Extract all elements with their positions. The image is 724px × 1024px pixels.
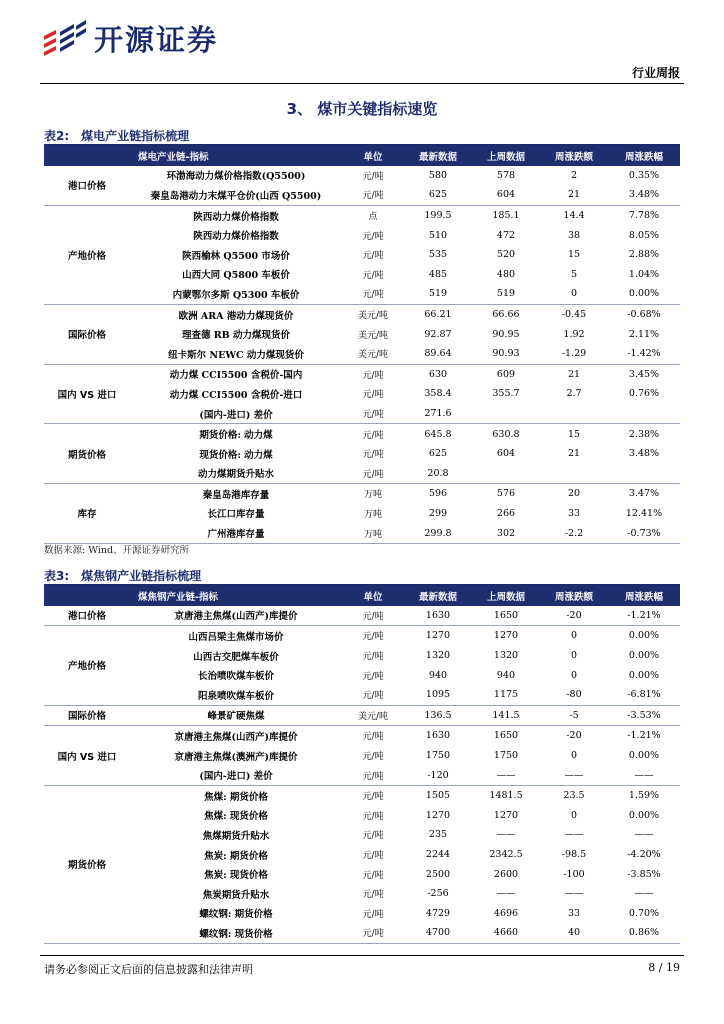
weekly-change-pct: —— [634, 829, 654, 841]
prev-week-value: —— [496, 888, 516, 900]
unit-cell: 元/吨 [342, 923, 404, 943]
column-header: 上周数据 [472, 146, 540, 166]
weekly-change [540, 404, 608, 424]
table-row [44, 166, 680, 186]
indicator-name: 山西古交肥煤车板价 [193, 651, 279, 663]
table-row [44, 626, 680, 646]
table2-caption [44, 127, 189, 144]
unit-cell: 元/吨 [362, 430, 384, 441]
table-row [44, 205, 680, 225]
category-cell: 产地价格 [44, 205, 130, 304]
unit-cell: 元/吨 [362, 811, 384, 822]
category-cell: 国际价格 [44, 705, 130, 726]
table-row [44, 404, 680, 424]
indicator-name: 秦皇岛港动力末煤平仓价(山西 Q5500) [130, 185, 342, 205]
weekly-change: -98.5 [561, 849, 587, 861]
unit-cell: 元/吨 [342, 765, 404, 785]
table-header-row [44, 586, 680, 606]
unit-cell: 元/吨 [362, 851, 384, 862]
unit-cell: 元/吨 [362, 671, 384, 682]
latest-value: 2244 [425, 849, 451, 861]
indicator-name: 欧洲 ARA 港动力煤现货价 [178, 310, 294, 322]
unit-cell: 元/吨 [362, 890, 384, 901]
unit-cell: 元/吨 [342, 404, 404, 424]
coal-coke-steel-table [44, 586, 680, 944]
unit-cell: 万吨 [342, 523, 404, 543]
weekly-change: 15 [567, 249, 581, 261]
indicator-name: 山西吕梁主焦煤市场价 [188, 631, 284, 643]
indicator-name: 山西大同 Q5800 车板价 [182, 270, 290, 282]
weekly-change-pct: —— [608, 765, 680, 785]
column-header: 煤焦钢产业链-指标 [130, 586, 342, 606]
latest-value: 1320 [425, 650, 451, 662]
column-header: 最新数据 [404, 586, 472, 606]
unit-cell: 元/吨 [362, 909, 384, 920]
latest-value: 4729 [425, 907, 451, 919]
weekly-change-pct: 0.76% [628, 388, 660, 400]
indicator-name: 螺纹钢: 期货价格 [199, 909, 273, 921]
latest-value: 625 [404, 185, 472, 205]
weekly-change: -0.45 [561, 309, 587, 321]
prev-week-value: 1270 [493, 809, 519, 821]
category-cell: 国内 VS 进口 [44, 364, 130, 424]
prev-week-value: 90.93 [472, 344, 540, 364]
table-row [44, 324, 680, 344]
table2-title: 煤电产业链指标梳理 [81, 129, 190, 143]
weekly-change-pct: -0.68% [627, 309, 661, 321]
weekly-change: 33 [567, 907, 581, 919]
table-row [44, 364, 680, 384]
unit-cell: 元/吨 [342, 685, 404, 705]
weekly-change-pct: 12.41% [625, 507, 663, 519]
prev-week-value: 1750 [493, 750, 519, 762]
prev-week-value: 1320 [493, 650, 519, 662]
column-header: 周涨跌幅 [608, 146, 680, 166]
weekly-change-pct: —— [634, 888, 654, 900]
indicator-name: 期货价格: 动力煤 [199, 430, 273, 442]
weekly-change: 38 [567, 229, 581, 241]
table-row [44, 444, 680, 464]
prev-week-value: 1270 [493, 630, 519, 642]
weekly-change: 23.5 [563, 790, 585, 802]
weekly-change-pct: 3.48% [608, 185, 680, 205]
weekly-change-pct: -4.20% [627, 849, 661, 861]
legal-disclaimer: 请务必参阅正文后面的信息披露和法律声明 [44, 963, 253, 976]
table-row [44, 523, 680, 543]
weekly-change: 15 [567, 428, 581, 440]
indicator-name: 纽卡斯尔 NEWC 动力煤现货价 [130, 344, 342, 364]
table-row [44, 245, 680, 265]
latest-value: 20.8 [404, 464, 472, 484]
unit-cell: 元/吨 [362, 792, 384, 803]
weekly-change-pct: 0.00% [628, 650, 660, 662]
weekly-change: -20 [540, 606, 608, 626]
table3-title: 煤焦钢产业链指标梳理 [81, 569, 202, 583]
weekly-change: —— [564, 829, 584, 841]
table3-number: 表3: [44, 569, 70, 583]
indicator-name: 长江口库存量 [207, 509, 265, 521]
latest-value: 1270 [425, 809, 451, 821]
latest-value: 136.5 [404, 705, 472, 726]
unit-cell: 万吨 [363, 490, 382, 501]
table-row [44, 646, 680, 666]
prev-week-value: 1650 [493, 730, 519, 742]
column-header: 最新数据 [404, 146, 472, 166]
latest-value: 1630 [425, 730, 451, 742]
weekly-change: 1.92 [563, 328, 585, 340]
unit-cell: 美元/吨 [357, 330, 389, 341]
indicator-name: 京唐港主焦煤(山西产)库提价 [174, 731, 298, 743]
brand-logo [40, 18, 218, 58]
unit-cell: 元/吨 [342, 284, 404, 304]
weekly-change-pct: -1.42% [608, 344, 680, 364]
unit-cell: 元/吨 [362, 831, 384, 842]
prev-week-value: 940 [496, 669, 516, 681]
weekly-change-pct: 7.78% [628, 210, 660, 222]
document-type: 行业周报 [631, 66, 680, 80]
latest-value: 199.5 [424, 210, 452, 222]
column-header: 煤电产业链-指标 [130, 146, 342, 166]
latest-value: 625 [428, 448, 448, 460]
table-header-row [44, 146, 680, 166]
weekly-change: -20 [566, 730, 582, 742]
weekly-change-pct: -3.53% [608, 705, 680, 726]
latest-value: 92.87 [424, 328, 452, 340]
table-row [44, 606, 680, 626]
indicator-name: 长治喷吹煤车板价 [197, 671, 274, 683]
prev-week-value: 519 [472, 284, 540, 304]
weekly-change: -2.2 [540, 523, 608, 543]
unit-cell: 元/吨 [362, 270, 384, 281]
weekly-change: 33 [567, 507, 581, 519]
latest-value: 4700 [404, 923, 472, 943]
latest-value: 645.8 [424, 428, 452, 440]
table-row [44, 424, 680, 444]
indicator-name: 环渤海动力煤价格指数(Q5500) [166, 171, 306, 183]
prev-week-value [472, 464, 540, 484]
page-number: 8 / 19 [648, 961, 680, 974]
table-row [44, 665, 680, 685]
latest-value: 66.21 [424, 309, 452, 321]
weekly-change: 14.4 [563, 210, 585, 222]
table-row [44, 384, 680, 404]
weekly-change [540, 464, 608, 484]
category-cell: 库存 [44, 484, 130, 544]
header-divider [40, 83, 684, 84]
prev-week-value: 1175 [472, 685, 540, 705]
latest-value: 1270 [425, 630, 451, 642]
table-row [44, 185, 680, 205]
logo-mark-icon [40, 18, 88, 58]
weekly-change-pct: 2.11% [628, 328, 660, 340]
prev-week-value: 609 [496, 368, 516, 380]
column-header: 周涨跌额 [540, 586, 608, 606]
unit-cell: 元/吨 [362, 251, 384, 262]
table-row [44, 225, 680, 245]
prev-week-value: 302 [472, 523, 540, 543]
indicator-name: 焦炭: 现货价格 [204, 870, 268, 882]
weekly-change: 2 [570, 169, 578, 181]
weekly-change-pct: 0.35% [628, 169, 660, 181]
unit-cell: 元/吨 [342, 464, 404, 484]
category-cell: 港口价格 [44, 166, 130, 206]
indicator-name: 焦煤: 现货价格 [204, 811, 268, 823]
unit-cell: 美元/吨 [342, 705, 404, 726]
weekly-change: 0 [570, 809, 578, 821]
prev-week-value: 185.1 [492, 210, 520, 222]
latest-value: 89.64 [404, 344, 472, 364]
latest-value: 235 [428, 829, 448, 841]
weekly-change: 5 [570, 268, 578, 280]
prev-week-value: 266 [496, 507, 516, 519]
indicator-name: 京唐港主焦煤(山西产)库提价 [130, 606, 342, 626]
weekly-change: 21 [540, 185, 608, 205]
weekly-change-pct: 0.00% [628, 750, 660, 762]
table-row [44, 705, 680, 726]
unit-cell: 美元/吨 [357, 311, 389, 322]
indicator-name: 动力煤 CCI5500 含税价-国内 [169, 370, 303, 382]
latest-value: 630 [428, 368, 448, 380]
prev-week-value: 604 [496, 448, 516, 460]
prev-week-value: 141.5 [472, 705, 540, 726]
latest-value: 299 [428, 507, 448, 519]
category-cell: 国内 VS 进口 [44, 726, 130, 786]
table-row [44, 765, 680, 785]
table-row [44, 284, 680, 304]
indicator-name: 理查德 RB 动力煤现货价 [181, 330, 291, 342]
indicator-name: 焦煤期货升贴水 [202, 830, 270, 842]
footer-divider [40, 955, 684, 956]
weekly-change-pct: 0.86% [608, 923, 680, 943]
latest-value: 580 [428, 169, 448, 181]
table-row [44, 726, 680, 746]
unit-cell: 元/吨 [362, 732, 384, 743]
prev-week-value: 578 [496, 169, 516, 181]
weekly-change: 0 [570, 750, 578, 762]
table-row [44, 806, 680, 826]
indicator-name: 动力煤期货升贴水 [130, 464, 342, 484]
weekly-change: 0 [540, 284, 608, 304]
category-cell: 国际价格 [44, 304, 130, 364]
weekly-change: 21 [567, 368, 581, 380]
weekly-change-pct: 2.38% [628, 428, 660, 440]
unit-cell: 元/吨 [362, 632, 384, 643]
column-header: 上周数据 [472, 586, 540, 606]
indicator-name: 陕西动力煤价格指数 [193, 231, 279, 243]
weekly-change: -5 [540, 705, 608, 726]
weekly-change: -1.29 [540, 344, 608, 364]
column-header: 周涨跌额 [540, 146, 608, 166]
weekly-change: —— [540, 765, 608, 785]
table-row [44, 884, 680, 904]
prev-week-value: 520 [496, 249, 516, 261]
unit-cell: 元/吨 [362, 171, 384, 182]
prev-week-value: 480 [496, 268, 516, 280]
weekly-change-pct: -1.21% [608, 606, 680, 626]
table-row [44, 746, 680, 766]
weekly-change-pct: -3.85% [627, 868, 661, 880]
section-title: 3、 煤市关键指标速览 [286, 100, 438, 118]
prev-week-value: —— [496, 829, 516, 841]
prev-week-value: 1481.5 [489, 790, 523, 802]
table-row [44, 904, 680, 924]
column-header: 单位 [342, 146, 404, 166]
latest-value: 940 [428, 669, 448, 681]
weekly-change-pct: 0.00% [628, 809, 660, 821]
unit-cell: 元/吨 [342, 185, 404, 205]
category-cell: 期货价格 [44, 424, 130, 484]
weekly-change-pct: -1.21% [627, 730, 661, 742]
weekly-change: -100 [563, 868, 585, 880]
unit-cell: 元/吨 [362, 752, 384, 763]
latest-value: 519 [404, 284, 472, 304]
unit-cell: 元/吨 [362, 390, 384, 401]
header-blank-cell [44, 146, 130, 166]
latest-value: -256 [427, 888, 449, 900]
prev-week-value: 1650 [472, 606, 540, 626]
table-row [44, 464, 680, 484]
weekly-change-pct: 8.05% [628, 229, 660, 241]
prev-week-value: 2600 [493, 868, 519, 880]
table-row [44, 825, 680, 845]
prev-week-value: 355.7 [492, 388, 520, 400]
table-row [44, 484, 680, 504]
prev-week-value: 630.8 [492, 428, 520, 440]
category-cell: 港口价格 [44, 606, 130, 626]
prev-week-value [472, 404, 540, 424]
indicator-name: 焦炭: 期货价格 [204, 850, 268, 862]
indicator-name: 阳泉喷吹煤车板价 [130, 685, 342, 705]
latest-value: 271.6 [404, 404, 472, 424]
weekly-change-pct: -0.73% [608, 523, 680, 543]
weekly-change-pct [608, 404, 680, 424]
table-row [44, 785, 680, 805]
weekly-change-pct: 1.59% [628, 790, 660, 802]
prev-week-value: 2342.5 [489, 849, 523, 861]
header-blank-cell [44, 586, 130, 606]
weekly-change-pct: 1.04% [628, 268, 660, 280]
column-header: 周涨跌幅 [608, 586, 680, 606]
weekly-change-pct: -6.81% [608, 685, 680, 705]
indicator-name: 京唐港主焦煤(澳洲产)库提价 [174, 751, 298, 763]
indicator-name: 动力煤 CCI5500 含税价-进口 [169, 389, 303, 401]
table-row [44, 864, 680, 884]
weekly-change: 20 [567, 488, 581, 500]
latest-value: 358.4 [424, 388, 452, 400]
unit-cell: 元/吨 [362, 450, 384, 461]
indicator-name: 峰景矿硬焦煤 [130, 705, 342, 726]
table-row [44, 923, 680, 943]
indicator-name: 陕西动力煤价格指数 [193, 211, 279, 223]
weekly-change: 2.7 [566, 388, 582, 400]
prev-week-value: 66.66 [492, 309, 520, 321]
unit-cell: 元/吨 [362, 652, 384, 663]
weekly-change: 21 [567, 448, 581, 460]
prev-week-value: 4696 [493, 907, 519, 919]
latest-value: 1630 [404, 606, 472, 626]
table-row [44, 265, 680, 285]
column-header: 单位 [342, 586, 404, 606]
prev-week-value: 4660 [472, 923, 540, 943]
prev-week-value: —— [472, 765, 540, 785]
category-cell: 期货价格 [44, 785, 130, 943]
indicator-name: (国内-进口) 差价 [130, 765, 342, 785]
indicator-name: 焦煤: 期货价格 [204, 791, 268, 803]
table3-caption [44, 567, 201, 584]
weekly-change-pct: 0.70% [628, 907, 660, 919]
latest-value: 2500 [425, 868, 451, 880]
unit-cell: 元/吨 [362, 370, 384, 381]
prev-week-value: 90.95 [492, 328, 520, 340]
unit-cell: 元/吨 [362, 231, 384, 242]
weekly-change-pct: 0.00% [628, 669, 660, 681]
indicator-name: 螺纹钢: 现货价格 [130, 923, 342, 943]
weekly-change: -80 [540, 685, 608, 705]
weekly-change-pct: 2.88% [628, 249, 660, 261]
coal-power-table [44, 146, 680, 544]
weekly-change-pct: 0.00% [608, 284, 680, 304]
prev-week-value: 472 [496, 229, 516, 241]
weekly-change-pct: 3.48% [628, 448, 660, 460]
table-row [44, 504, 680, 524]
unit-cell: 元/吨 [342, 606, 404, 626]
indicator-name: 广州港库存量 [130, 523, 342, 543]
prev-week-value: 576 [496, 488, 516, 500]
table-row [44, 344, 680, 364]
weekly-change: 0 [570, 669, 578, 681]
brand-name: 开源证券 [94, 22, 219, 57]
latest-value: 1750 [425, 750, 451, 762]
table2-source: 数据来源: Wind、开源证券研究所 [44, 545, 190, 556]
latest-value: 510 [428, 229, 448, 241]
table-row [44, 304, 680, 324]
unit-cell: 点 [368, 212, 378, 223]
weekly-change: 0 [570, 630, 578, 642]
indicator-name: 焦炭期货升贴水 [202, 889, 270, 901]
latest-value: 1095 [404, 685, 472, 705]
unit-cell: 美元/吨 [342, 344, 404, 364]
latest-value: 485 [428, 268, 448, 280]
latest-value: 1505 [425, 790, 451, 802]
category-cell: 产地价格 [44, 626, 130, 705]
weekly-change-pct: 3.47% [628, 488, 660, 500]
weekly-change-pct [608, 464, 680, 484]
table-row [44, 845, 680, 865]
indicator-name: (国内-进口) 差价 [130, 404, 342, 424]
indicator-name: 现货价格: 动力煤 [199, 449, 273, 461]
prev-week-value: 604 [472, 185, 540, 205]
weekly-change: 40 [540, 923, 608, 943]
weekly-change: 0 [570, 650, 578, 662]
unit-cell: 元/吨 [362, 870, 384, 881]
table-row [44, 685, 680, 705]
indicator-name: 陕西榆林 Q5500 市场价 [182, 250, 290, 262]
indicator-name: 秦皇岛港库存量 [202, 489, 270, 501]
latest-value: 535 [428, 249, 448, 261]
weekly-change-pct: 3.45% [628, 368, 660, 380]
latest-value: -120 [404, 765, 472, 785]
weekly-change: —— [564, 888, 584, 900]
weekly-change-pct: 0.00% [628, 630, 660, 642]
latest-value: 299.8 [404, 523, 472, 543]
table2-number: 表2: [44, 129, 70, 143]
indicator-name: 内蒙鄂尔多斯 Q5300 车板价 [130, 284, 342, 304]
unit-cell: 万吨 [363, 509, 382, 520]
latest-value: 596 [428, 488, 448, 500]
